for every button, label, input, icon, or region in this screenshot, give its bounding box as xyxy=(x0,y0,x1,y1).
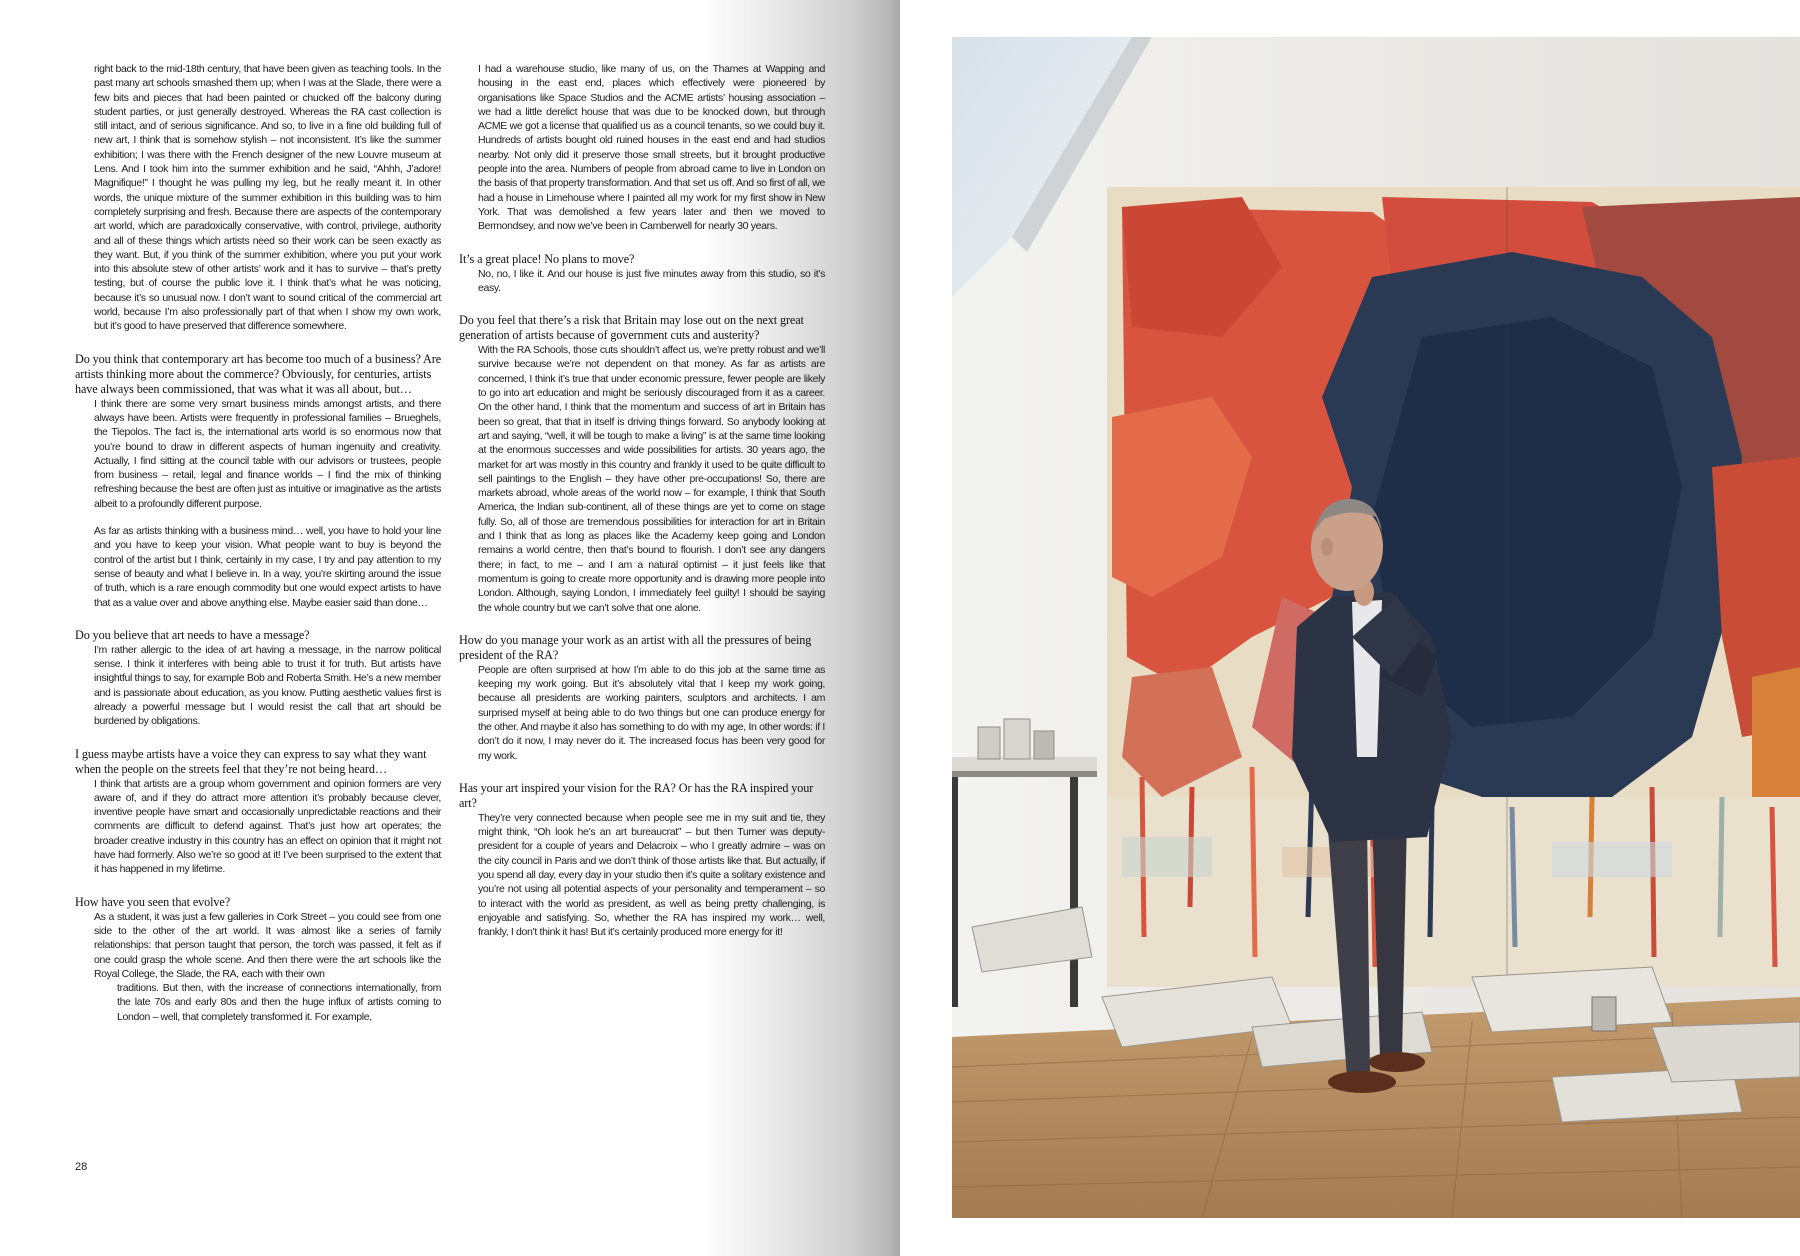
answer-paragraph: With the RA Schools, those cuts shouldn’t affect us, we’re pretty robust and we’ll survive because we’re not dependent on that money. As far as artists are concerned, I think it’s true that under economic pressure, fewer people are likely to go into art education and might be seriously discouraged from it as a career. On the other hand, I think that the momentum and success of art in Britain has been so great, that that in itself is driving things forward. So anybody looking at art and saying, “well, it will be tough to make a living” is at the same time looking at the enormous successes and wide possibilities for artists. 30 years ago, the market for art was mostly in this country and frankly it used to be quite difficult to sell paintings to the English – they have other pre-occupations! So, there are markets abroad, whole areas of the world now – for example, I think that South America, the Indian sub-continent, all of these things are yet to come on stage fully. So, all of those are tremendous possibilities for interaction for art in Britain and I think that as long as places like the Academy keep going and London remains a world centre, then that’s bound to flourish. I don’t see any dangers there; in fact, to me – and I am a natural optimist – it just feels like that momentum is going to create more opportunity and is drawing more people into London. Although, saying London, I immediately feel guilty! I should be saying the whole country but we can’t solve that one alone. xyxy=(478,344,825,614)
page-number: 28 xyxy=(75,1161,88,1173)
interview-question: Do you believe that art needs to have a message? xyxy=(75,627,310,642)
answer-paragraph: As far as artists thinking with a business mind… well, you have to hold your line and you have to keep your vision. What people want to buy is beyond the control of the artist but I think, certainly in my case, I try and pay attention to my sense of beauty and what I believe in. In a way, you’re skirting around the issue of truth, which is a rare enough commodity but one would expect artists to have that as a value over and above anything else. Maybe easier said than done… xyxy=(94,525,441,609)
answer-paragraph: I’m rather allergic to the idea of art having a message, in the narrow political sense. I think it interferes with being able to trust it for truth. But artists have insightful things to say, for example Bob and Roberta Smith. He’s a new member and is passionate about education, as you know. Putting aesthetic values first is already a powerful message but I would resist the call that art should be burdened by obligations. xyxy=(94,643,441,728)
paragraph-gap xyxy=(459,234,825,252)
answer-paragraph: No, no, I like it. And our house is just five minutes away from this studio, so it’s easy. xyxy=(478,267,825,294)
answer-paragraph: I think that artists are a group whom government and opinion formers are very aware of, and if they do attract more attention it’s probably because clever, inventive people have smart and occasionally unpredictable reactions and their comments are difficult to defend against. That’s just how art operates; the broader creative industry in this country has an effect on opinion that it might not have had formerly. Also we’re so good at it! I’ve been surprised to the extent that it has happened in my lifetime. xyxy=(94,777,441,876)
interview-question: Do you think that contemporary art has become too much of a business? Are artists thinking more about the commerce? Obviously, for centuries, artists have always been commissioned, that was what it was all about, but… xyxy=(75,351,442,396)
interview-question: I guess maybe artists have a voice they can express to say what they want when the people on the streets feel that they’re not being heard… xyxy=(75,746,427,776)
paragraph-gap xyxy=(75,334,441,352)
paragraph-gap xyxy=(459,615,825,633)
answer-paragraph: traditions. But then, with the increase of connections internationally, from the late 70s and early 80s and then the huge influx of artists coming to London – well, that completely transformed it. For example, xyxy=(117,982,441,1023)
answer-paragraph: They’re very connected because when people see me in my suit and tie, they might think, “Oh look he’s an art bureaucrat” – but then Turner was deputy-president for a couple of years and Delacroix – who I greatly admire – was on the city council in Paris and we don’t think of those artists like that. But actually, if you spend all day, every day in your studio then it’s quite a solitary existence and you’re not using all potential aspects of your personality and temperament – so to interact with the world as president, as well as being pretty challenging, is enjoyable and satisfying. So, whether the RA has inspired my work… well, frankly, I don’t think it has! But it’s certainly produced more energy for it! xyxy=(478,811,825,939)
answer-paragraph: People are often surprised at how I’m able to do this job at the same time as keeping my work going. But it’s absolutely vital that I keep my work going, because all presidents are working painters, sculptors and architects. I am surprised myself at being able to do two things but one can produce energy for the other. And maybe it also has something to do with my age, In other words: if I don’t do it now, I may never do it. The increased focus has been very good for my work. xyxy=(478,663,825,762)
answer-paragraph: I think there are some very smart business minds amongst artists, and there always have been. Artists were frequently in professional families – Brueghels, the Tiepolos. The fact is, the international arts world is so enormous now that you’re bound to draw in different aspects of human ingenuity and creativity. Actually, I find sitting at the council table with our advisors or trustees, people from business – retail, legal and finance worlds – I find the mix of thinking refreshing because the best are often just as intuitive or imaginative as the artists albeit to a profoundly different purpose. xyxy=(94,397,441,510)
paint-tin xyxy=(1592,997,1616,1031)
paragraph-gap xyxy=(75,610,441,628)
interview-question: Do you feel that there’s a risk that Britain may lose out on the next great generation of artists because of government cuts and austerity? xyxy=(459,313,804,343)
paragraph-gap xyxy=(459,295,825,313)
answer-paragraph: As a student, it was just a few galleries in Cork Street – you could see from one side to the other of the art world. It was almost like a series of family relationships: that person taught that person, the torch was passed, it felt as if one could grasp the whole scene. And then there were the art schools like the Royal College, the Slade, the RA, each with their own xyxy=(94,910,441,980)
paragraph-gap xyxy=(459,763,825,781)
interview-question: Has your art inspired your vision for the RA? Or has the RA inspired your art? xyxy=(459,780,814,810)
paragraph-gap xyxy=(75,729,441,747)
answer-paragraph: I had a warehouse studio, like many of us, on the Thames at Wapping and housing in the east end, places which effectively were pioneered by organisations like Space Studios and the ACME artists’ housing association – we had a little derelict house that was due to be knocked down, but through ACME we got a license that qualified us as a council tenants, so we could buy it. Hundreds of artists bought old ruined houses in the east end and had studios nearby. Not only did it preserve those small streets, but it brought productive people into the area. Numbers of people from abroad came to live in London on the basis of that property transformation. And that set us off. And so first of all, we had a house in Limehouse where I painted all my work for my first show in New York. That was demolished a few years later and then we moved to Bermondsey, and now we’ve been in Camberwell for nearly 30 years. xyxy=(478,63,825,233)
large-abstract-painting xyxy=(1107,187,1800,987)
right-text-column xyxy=(459,62,825,940)
paragraph-gap xyxy=(75,877,441,895)
portrait-photo xyxy=(952,37,1800,1218)
left-text-column xyxy=(75,62,441,1024)
photo-illustration xyxy=(952,37,1800,1218)
interview-question: How have you seen that evolve? xyxy=(75,894,231,909)
paragraph-gap xyxy=(75,511,441,524)
answer-paragraph: right back to the mid-18th century, that have been given as teaching tools. In the past many art schools smashed them up; when I was at the Slade, there were a few bits and pieces that had been painted or chucked off the balcony during student parties, or just generally destroyed. Whereas the RA cast collection is still intact, and of serious significance. And so, to live in a fine old building full of new art, I think that is somehow stylish – not inconsistent. It’s like the summer exhibition; I was there with the French designer of the new Louvre museum at Lens. And I took him into the summer exhibition and he said, “Ahhh, J’adore! Magnifique!” I thought he was pulling my leg, but he really meant it. In other words, the unique mixture of the summer exhibition in this building was to him completely surprising and fresh. Because there are aspects of the contemporary art world, which are paradoxically conservative, with control, privilege, authority and all of these things which artists need so their work can be seen exactly as they want. But, if you think of the summer exhibition, where you put your work into this absolute stew of other artists’ work and it has to survive – that’s pretty testing, but of course the public love it. I think that’s what he was noticing, because it’s so unusual now. I don’t want to sound critical of the commercial art world, because I’m also professionally part of that when I show my own work, but it’s good to have preserved that difference somewhere. xyxy=(94,63,441,333)
interview-question: How do you manage your work as an artist with all the pressures of being president of the RA? xyxy=(459,632,812,662)
interview-question: It’s a great place! No plans to move? xyxy=(459,251,635,266)
